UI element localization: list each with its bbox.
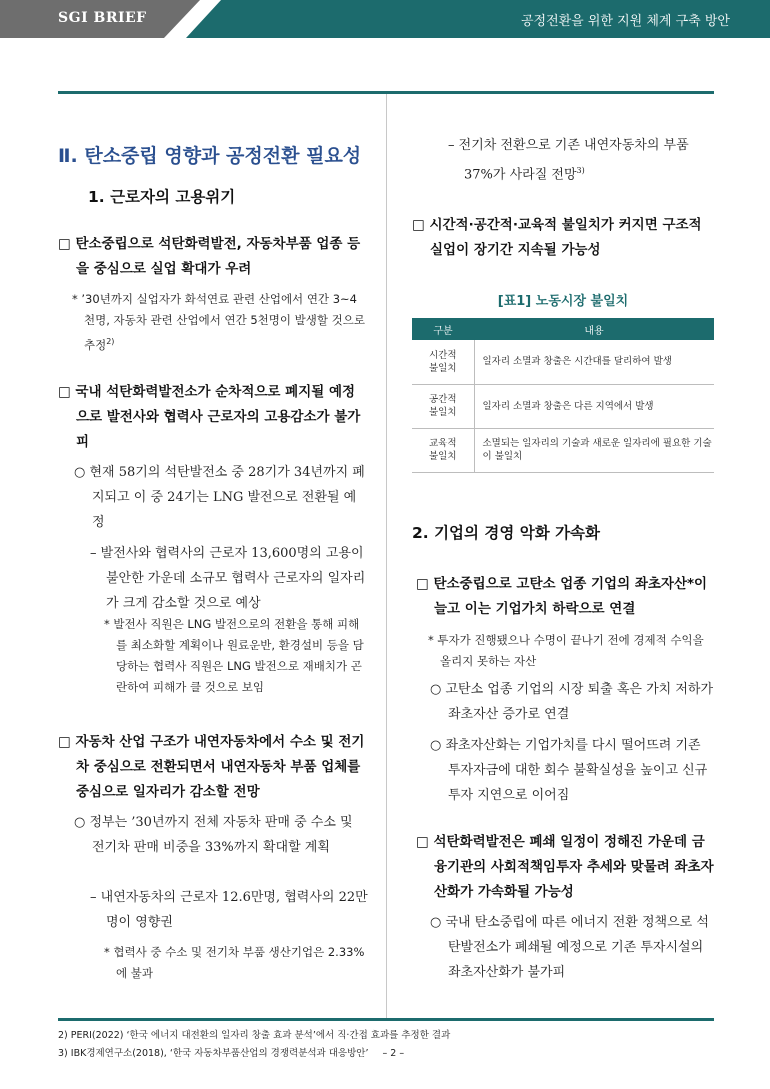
note-stranded-assets: * 투자가 진행됐으나 수명이 끝나기 전에 경제적 수익을 올리지 못하는 자산 bbox=[428, 633, 704, 668]
page-header bbox=[0, 0, 770, 38]
circle-coal-plants: ○ 현재 58기의 석탄발전소 중 28기가 34년까지 폐지되고 이 중 24기는 LNG 발전으로 전환될 예정 bbox=[74, 465, 365, 530]
footnote-2: 2) PERI(2022) ‘한국 에너지 대전환의 일자리 창출 효과 분석’에서 직·간접 효과를 추정한 결과 bbox=[58, 1030, 451, 1041]
dash-auto-workers: – 내연자동차의 근로자 12.6만명, 협력사의 22만명이 영향권 bbox=[90, 890, 368, 930]
bullet-auto-industry: □ 자동차 산업 구조가 내연자동차에서 수소 및 전기차 중심으로 전환되면서 내연자동차 부품 업체를 중심으로 일자리가 감소할 전망 bbox=[58, 734, 365, 800]
note-workers: * 발전사 직원은 LNG 발전으로의 전환을 통해 피해를 최소화할 계획이나 원료운반, 환경설비 등을 담당하는 협력사 직원은 LNG 발전으로 재배치가 곤란하여 피해가 클 것으로 보임 bbox=[104, 617, 364, 694]
circle-energy-transition: ○ 국내 탄소중립에 따른 에너지 전환 정책으로 석탄발전소가 폐쇄될 예정으로 기존 투자시설의 좌초자산화가 불가피 bbox=[430, 915, 709, 980]
table-cell-content: 소멸되는 일자리의 기술과 새로운 일자리에 필요한 기술이 불일치 bbox=[474, 428, 714, 472]
table-cell-content: 일자리 소멸과 창출은 시간대를 달리하여 발생 bbox=[474, 340, 714, 384]
subsection-title: 1. 근로자의 고용위기 bbox=[88, 188, 236, 206]
table-row bbox=[412, 384, 714, 428]
table-header-content: 내용 bbox=[474, 318, 714, 340]
footnote-3: 3) IBK경제연구소(2018), ‘한국 자동차부품산업의 경쟁력분석과 대응방안’ – 2 – bbox=[58, 1048, 405, 1059]
table-row bbox=[412, 340, 714, 384]
table-cell-content: 일자리 소멸과 창출은 다른 지역에서 발생 bbox=[474, 384, 714, 428]
mismatch-table bbox=[412, 318, 714, 473]
circle-government-plan: ○ 정부는 ’30년까지 전체 자동차 판매 중 수소 및 전기차 판매 비중을 33%까지 확대할 계획 bbox=[74, 815, 353, 855]
table-header-row bbox=[412, 318, 714, 340]
bullet-mismatch: □ 시간적·공간적·교육적 불일치가 커지면 구조적 실업이 장기간 지속될 가능성 bbox=[412, 217, 702, 258]
subsection2-title: 2. 기업의 경영 악화 가속화 bbox=[412, 524, 600, 542]
table-cell-category: 공간적 불일치 bbox=[412, 384, 474, 428]
table-row bbox=[412, 428, 714, 472]
page-number: – 2 – bbox=[382, 1048, 405, 1059]
table-title: [표1] 노동시장 불일치 bbox=[497, 294, 629, 309]
circle-value-decline: ○ 좌초자산화는 기업가치를 다시 떨어뜨려 기존 투자자금에 대한 회수 불확실성을 높이고 신규투자 지연으로 이어짐 bbox=[430, 738, 708, 803]
note-unemployment: * ’30년까지 실업자가 화석연료 관련 산업에서 연간 3~4천명, 자동차 관련 산업에서 연간 5천명이 발생할 것으로 추정$^{2)}$ bbox=[72, 292, 365, 352]
bottom-rule bbox=[58, 1018, 714, 1021]
dash-workers: – 발전사와 협력사의 근로자 13,600명의 고용이 불안한 가운데 소규모 협력사 근로자의 일자리가 크게 감소할 것으로 예상 bbox=[90, 546, 366, 611]
bullet-coal-plants: □ 국내 석탄화력발전소가 순차적으로 폐지될 예정으로 발전사와 협력사 근로자의 고용감소가 불가피 bbox=[58, 384, 361, 450]
bullet-unemployment: □ 탄소중립으로 석탄화력발전, 자동차부품 업종 등을 중심으로 실업 확대가 우려 bbox=[58, 236, 361, 277]
header-brand: SGI BRIEF bbox=[58, 10, 147, 26]
bullet-stranded-assets: □ 탄소중립으로 고탄소 업종 기업의 좌초자산*이 늘고 이는 기업가치 하락으로 연결 bbox=[416, 576, 708, 617]
note-auto-suppliers: * 협력사 중 수소 및 전기차 부품 생산기업은 2.33%에 불과 bbox=[104, 945, 365, 980]
header-title: 공정전환을 위한 지원 체계 구축 방안 bbox=[520, 14, 730, 29]
section-title: Ⅱ. 탄소중립 영향과 공정전환 필요성 bbox=[58, 145, 362, 167]
table-cell-category: 시간적 불일치 bbox=[412, 340, 474, 384]
table-header-category: 구분 bbox=[412, 318, 474, 340]
bullet-coal-closure: □ 석탄화력발전은 폐쇄 일정이 정해진 가운데 금융기관의 사회적책임투자 추세와 맞물려 좌초자산화가 가속화될 가능성 bbox=[416, 834, 714, 900]
table-cell-category: 교육적 불일치 bbox=[412, 428, 474, 472]
column-divider bbox=[386, 94, 387, 1018]
dash-ev-parts: – 전기차 전환으로 기존 내연자동차의 부품 37%가 사라질 전망$^{3)}$ bbox=[448, 138, 689, 183]
circle-market-exit: ○ 고탄소 업종 기업의 시장 퇴출 혹은 가치 저하가 좌초자산 증가로 연결 bbox=[430, 682, 714, 722]
